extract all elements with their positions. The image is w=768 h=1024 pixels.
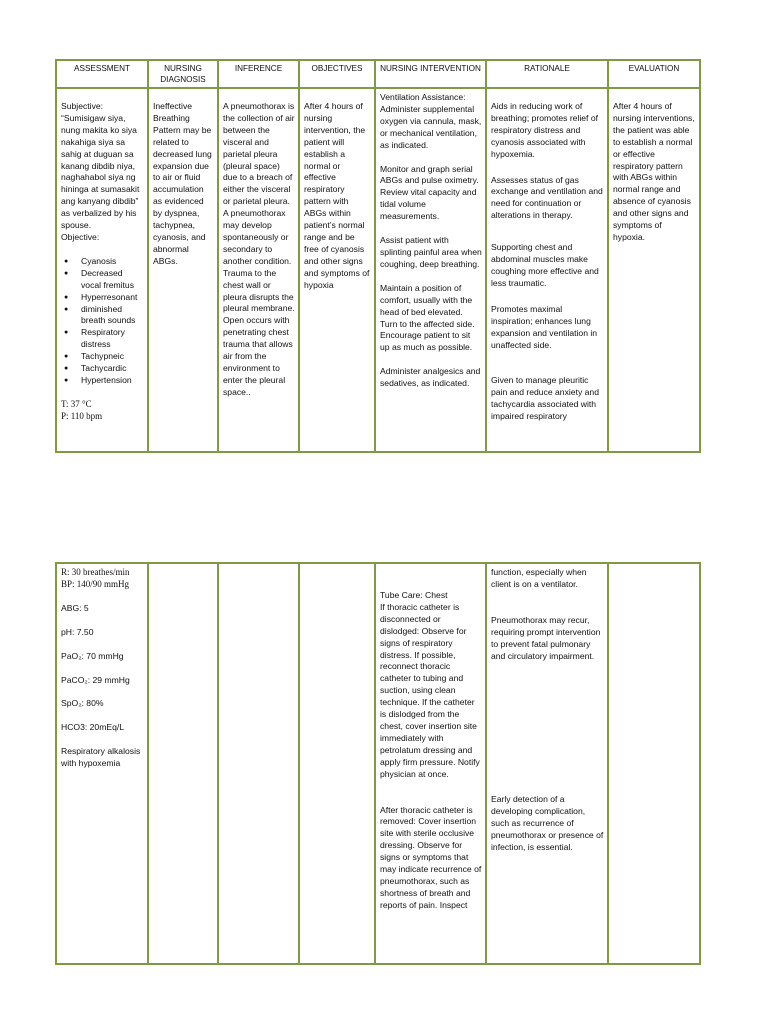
inference-cell bbox=[218, 563, 299, 964]
rationale-item: Pneumothorax may recur, requiring prompt intervention to prevent fatal pulmonary and circulatory impairment. bbox=[491, 614, 601, 661]
diagnosis-cell bbox=[148, 88, 218, 452]
pao2-value: PaO₂: 70 mmHg bbox=[61, 650, 124, 661]
pulse: P: 110 bpm bbox=[61, 410, 103, 421]
objective-label: Objective: bbox=[61, 231, 100, 242]
rationale-cell bbox=[486, 563, 608, 964]
rationale-item: Promotes maximal inspiration; enhances lung expansion and ventilation in unaffected side. bbox=[491, 303, 598, 350]
hco3-value: HCO3: 20mEq/L bbox=[61, 722, 125, 733]
rationale-item: Supporting chest and abdominal muscles make coughing more effective and less traumatic. bbox=[491, 242, 599, 288]
rationale-item: Given to manage pleuritic pain and reduce anxiety and tachycardia associated with impaired respiratory bbox=[491, 375, 599, 422]
list-item: ● Respiratory distress bbox=[77, 327, 144, 351]
table-row bbox=[56, 563, 700, 964]
subjective-text: “Sumisigaw siya, nung makita ko siya nakahiga siya sa sahig at duguan sa kanang dibdib niya, naghahabol siya ng hininga at sumasakit ang kanyang dibdib” as verbalized by his spouse. bbox=[61, 112, 140, 231]
list-item: ● diminished breath sounds bbox=[77, 304, 144, 328]
intervention-item: After thoracic catheter is removed: Cover insertion site with sterile occlusive dressing. Observe for signs or symptoms that may indicate recurrence of pneumothorax, such as shortness of breath and reports of pain. Inspect bbox=[380, 804, 482, 910]
header-objectives: OBJECTIVES bbox=[299, 60, 375, 88]
temperature: T: 37 °C bbox=[61, 398, 92, 409]
header-rationale: RATIONALE bbox=[486, 60, 608, 88]
list-item: ● Cyanosis bbox=[77, 256, 144, 268]
rationale-item: function, especially when client is on a ventilator. bbox=[491, 567, 587, 589]
header-evaluation: EVALUATION bbox=[608, 60, 700, 88]
header-row bbox=[56, 60, 700, 88]
list-item: ● Hyperresonant bbox=[77, 292, 144, 304]
list-item: ● Tachypneic bbox=[77, 351, 144, 363]
ph-value: pH: 7.50 bbox=[61, 626, 94, 637]
header-assessment: ASSESSMENT bbox=[56, 60, 148, 88]
intervention-item: Monitor and graph serial ABGs and pulse oximetry. Review vital capacity and tidal volume measurements. bbox=[380, 163, 479, 222]
respiratory-rate: R: 30 breathes/min bbox=[61, 567, 130, 577]
objectives-cell bbox=[299, 88, 375, 452]
abg-label: ABG: 5 bbox=[61, 602, 89, 613]
intervention-cell bbox=[375, 88, 486, 452]
blood-pressure: BP: 140/90 mmHg bbox=[61, 578, 130, 589]
assessment-conclusion: Respiratory alkalosis with hypoxemia bbox=[61, 746, 141, 769]
rationale-item: Aids in reducing work of breathing; promotes relief of respiratory distress and cyanosis associated with hypoxemia. bbox=[491, 101, 599, 159]
evaluation-cell bbox=[608, 563, 700, 964]
rationale-item: Early detection of a developing complication, such as recurrence of pneumothorax or presence of infection, is essential. bbox=[491, 794, 604, 853]
diagnosis-cell bbox=[148, 563, 218, 964]
evaluation-text: After 4 hours of nursing interventions, the patient was able to establish a normal or effective respiratory pattern with ABGs within normal range and absence of cyanosis and other signs and symptoms of hypoxia. bbox=[613, 101, 695, 242]
evaluation-cell bbox=[608, 88, 700, 452]
objectives-text: After 4 hours of nursing intervention, the patient will establish a normal or effective respiratory pattern with ABGs within patient’s normal range and be free of cyanosis and other signs and symptoms of hypoxia bbox=[304, 101, 370, 290]
list-item: ● Tachycardic bbox=[77, 363, 144, 375]
intervention-cell bbox=[375, 563, 486, 964]
inference-text: A pneumothorax is the collection of air between the visceral and parietal pleura (pleural space) due to a breach of either the visceral or parietal pleura. A pneumothorax may develop spontaneously or secondary to another condition. Trauma to the chest wall or pleura disrupts the pleural membrane. Open occurs with penetrating chest trauma that allows air from the environment to enter the pleural space.. bbox=[223, 101, 295, 397]
paco2-value: PaCO₂: 29 mmHg bbox=[61, 674, 130, 685]
objective-list bbox=[61, 256, 144, 387]
list-item: ● Decreased vocal fremitus bbox=[77, 268, 144, 292]
header-nursing-intervention: NURSING INTERVENTION bbox=[375, 60, 486, 88]
subjective-label: Subjective: bbox=[61, 101, 104, 111]
care-plan-table-1 bbox=[55, 59, 701, 453]
assessment-cell bbox=[56, 88, 148, 452]
intervention-item: If thoracic catheter is disconnected or dislodged: Observe for signs of respiratory distress. If possible, reconnect thoracic catheter to tubing and suction, using clean technique. If the catheter is dislodged from the chest, cover insertion site immediately with petrolatum dressing and apply firm pressure. Notify physician at once. bbox=[380, 601, 480, 779]
rationale-item: Assesses status of gas exchange and ventilation and need for continuation or alterations in therapy. bbox=[491, 174, 603, 221]
header-inference: INFERENCE bbox=[218, 60, 299, 88]
inference-cell bbox=[218, 88, 299, 452]
table-row bbox=[56, 88, 700, 452]
header-nursing-diagnosis: NURSING DIAGNOSIS bbox=[148, 60, 218, 88]
intervention-item: Assist patient with splinting painful area when coughing, deep breathing. bbox=[380, 235, 482, 269]
intervention-item: Maintain a position of comfort, usually with the head of bed elevated. Turn to the affected side. Encourage patient to sit up as much as possible. bbox=[380, 282, 475, 353]
care-plan-table-2 bbox=[55, 562, 701, 965]
intervention-item: Ventilation Assistance: Administer supplemental oxygen via cannula, mask, or mechanical ventilation, as indicated. bbox=[380, 92, 482, 150]
intervention-item: Administer analgesics and sedatives, as indicated. bbox=[380, 366, 481, 389]
rationale-cell bbox=[486, 88, 608, 452]
objectives-cell bbox=[299, 563, 375, 964]
assessment-cell bbox=[56, 563, 148, 964]
diagnosis-text: Ineffective Breathing Pattern may be related to decreased lung expansion due to air or fluid accumulation as evidenced by dyspnea, tachypnea, cyanosis, and abnormal ABGs. bbox=[153, 101, 212, 266]
intervention-item: Tube Care: Chest bbox=[380, 590, 448, 600]
spo2-value: SpO₂: 80% bbox=[61, 698, 104, 709]
list-item: ● Hypertension bbox=[77, 375, 144, 387]
